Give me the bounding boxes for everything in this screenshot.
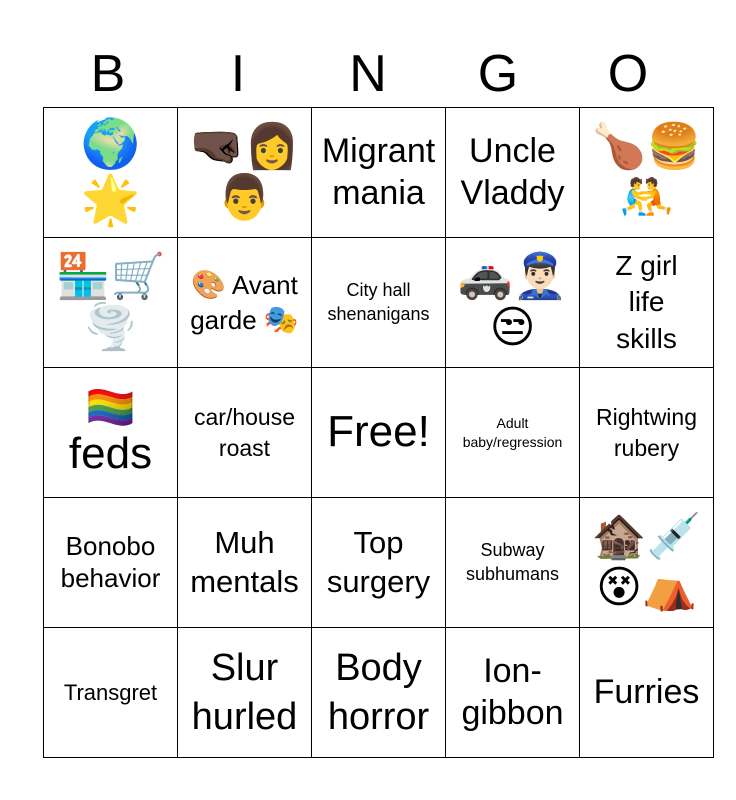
bingo-cell-i1[interactable] [178,108,312,238]
board-row [44,108,714,238]
header-letter-o: O [607,45,649,103]
bingo-cell-i2[interactable] [178,238,312,368]
rainbow-flag-icon: 🏳️‍🌈 [85,385,136,432]
bingo-cell-o4[interactable] [580,498,714,628]
food-wrestlers-emoji-icon: 🍗🍔 🤼 [591,120,702,223]
store-cart-tornado-emoji-icon: 🏪🛒 🌪️ [55,250,166,353]
cell-text: Slur hurled [191,646,298,738]
cell-text: Transgret [63,679,158,705]
cell-text: Body horror [327,646,430,738]
bingo-cell-n1[interactable] [312,108,446,238]
bingo-cell-o3[interactable] [580,368,714,498]
bingo-cell-i4[interactable] [178,498,312,628]
cell-text: Adult baby/regression [462,415,563,450]
cell-text: Muh mentals [190,524,299,599]
board-row [44,498,714,628]
bingo-cell-i3[interactable] [178,368,312,498]
bingo-cell-b4[interactable] [44,498,178,628]
house-syringe-dizzy-tent-emoji-icon: 🏚️💉 😵⛺ [591,510,702,613]
cell-text: feds [68,429,153,479]
police-unamused-emoji-icon: 🚓👮🏻‍♂️ 😒 [457,250,568,353]
globe-star-emoji-icon: 🌍 🌟 [80,116,141,228]
bingo-cell-g1[interactable] [446,108,580,238]
header-letter-b: B [90,45,126,103]
header-letter-i: I [230,45,246,103]
free-space-text: Free! [327,407,430,457]
bingo-cell-g3[interactable] [446,368,580,498]
board-row [44,628,714,758]
palette-icon: 🎨 [191,268,227,302]
bingo-cell-n3[interactable] [312,368,446,498]
bingo-cell-n2[interactable] [312,238,446,368]
cell-text: Subway subhumans [465,540,560,584]
bingo-cell-n5[interactable] [312,628,446,758]
bingo-cell-b1[interactable] [44,108,178,238]
cell-text: Z girl life skills [615,249,678,354]
bingo-cell-g4[interactable] [446,498,580,628]
bingo-board [43,107,714,758]
cell-text: Uncle Vladdy [460,132,565,212]
cell-text: car/house roast [193,404,295,461]
bingo-cell-g2[interactable] [446,238,580,368]
board-row [44,238,714,368]
header-letter-n: N [349,45,387,103]
cell-text: Furries [593,672,700,711]
cell-text: Bonobo behavior [60,530,161,593]
bingo-cell-g5[interactable] [446,628,580,758]
cell-text: Avant garde [190,270,298,335]
header-letter-g: G [477,45,519,103]
bingo-cell-o2[interactable] [580,238,714,368]
cell-text: Top surgery [326,524,431,599]
bingo-cell-b3[interactable] [44,368,178,498]
cell-text: City hall shenanigans [327,280,430,324]
fist-woman-man-emoji-icon: 🤜🏿👩 👨 [189,120,300,223]
cell-text: Rightwing rubery [596,404,697,461]
bingo-cell-b2[interactable] [44,238,178,368]
bingo-cell-b5[interactable] [44,628,178,758]
cell-text: Migrant mania [321,132,436,212]
bingo-cell-n4[interactable] [312,498,446,628]
bingo-cell-i5[interactable] [178,628,312,758]
cell-text: Ion-gibbon [461,652,564,732]
board-row [44,368,714,498]
bingo-cell-o1[interactable] [580,108,714,238]
theater-masks-icon: 🎭 [263,302,299,336]
bingo-header [43,44,693,104]
bingo-cell-o5[interactable] [580,628,714,758]
